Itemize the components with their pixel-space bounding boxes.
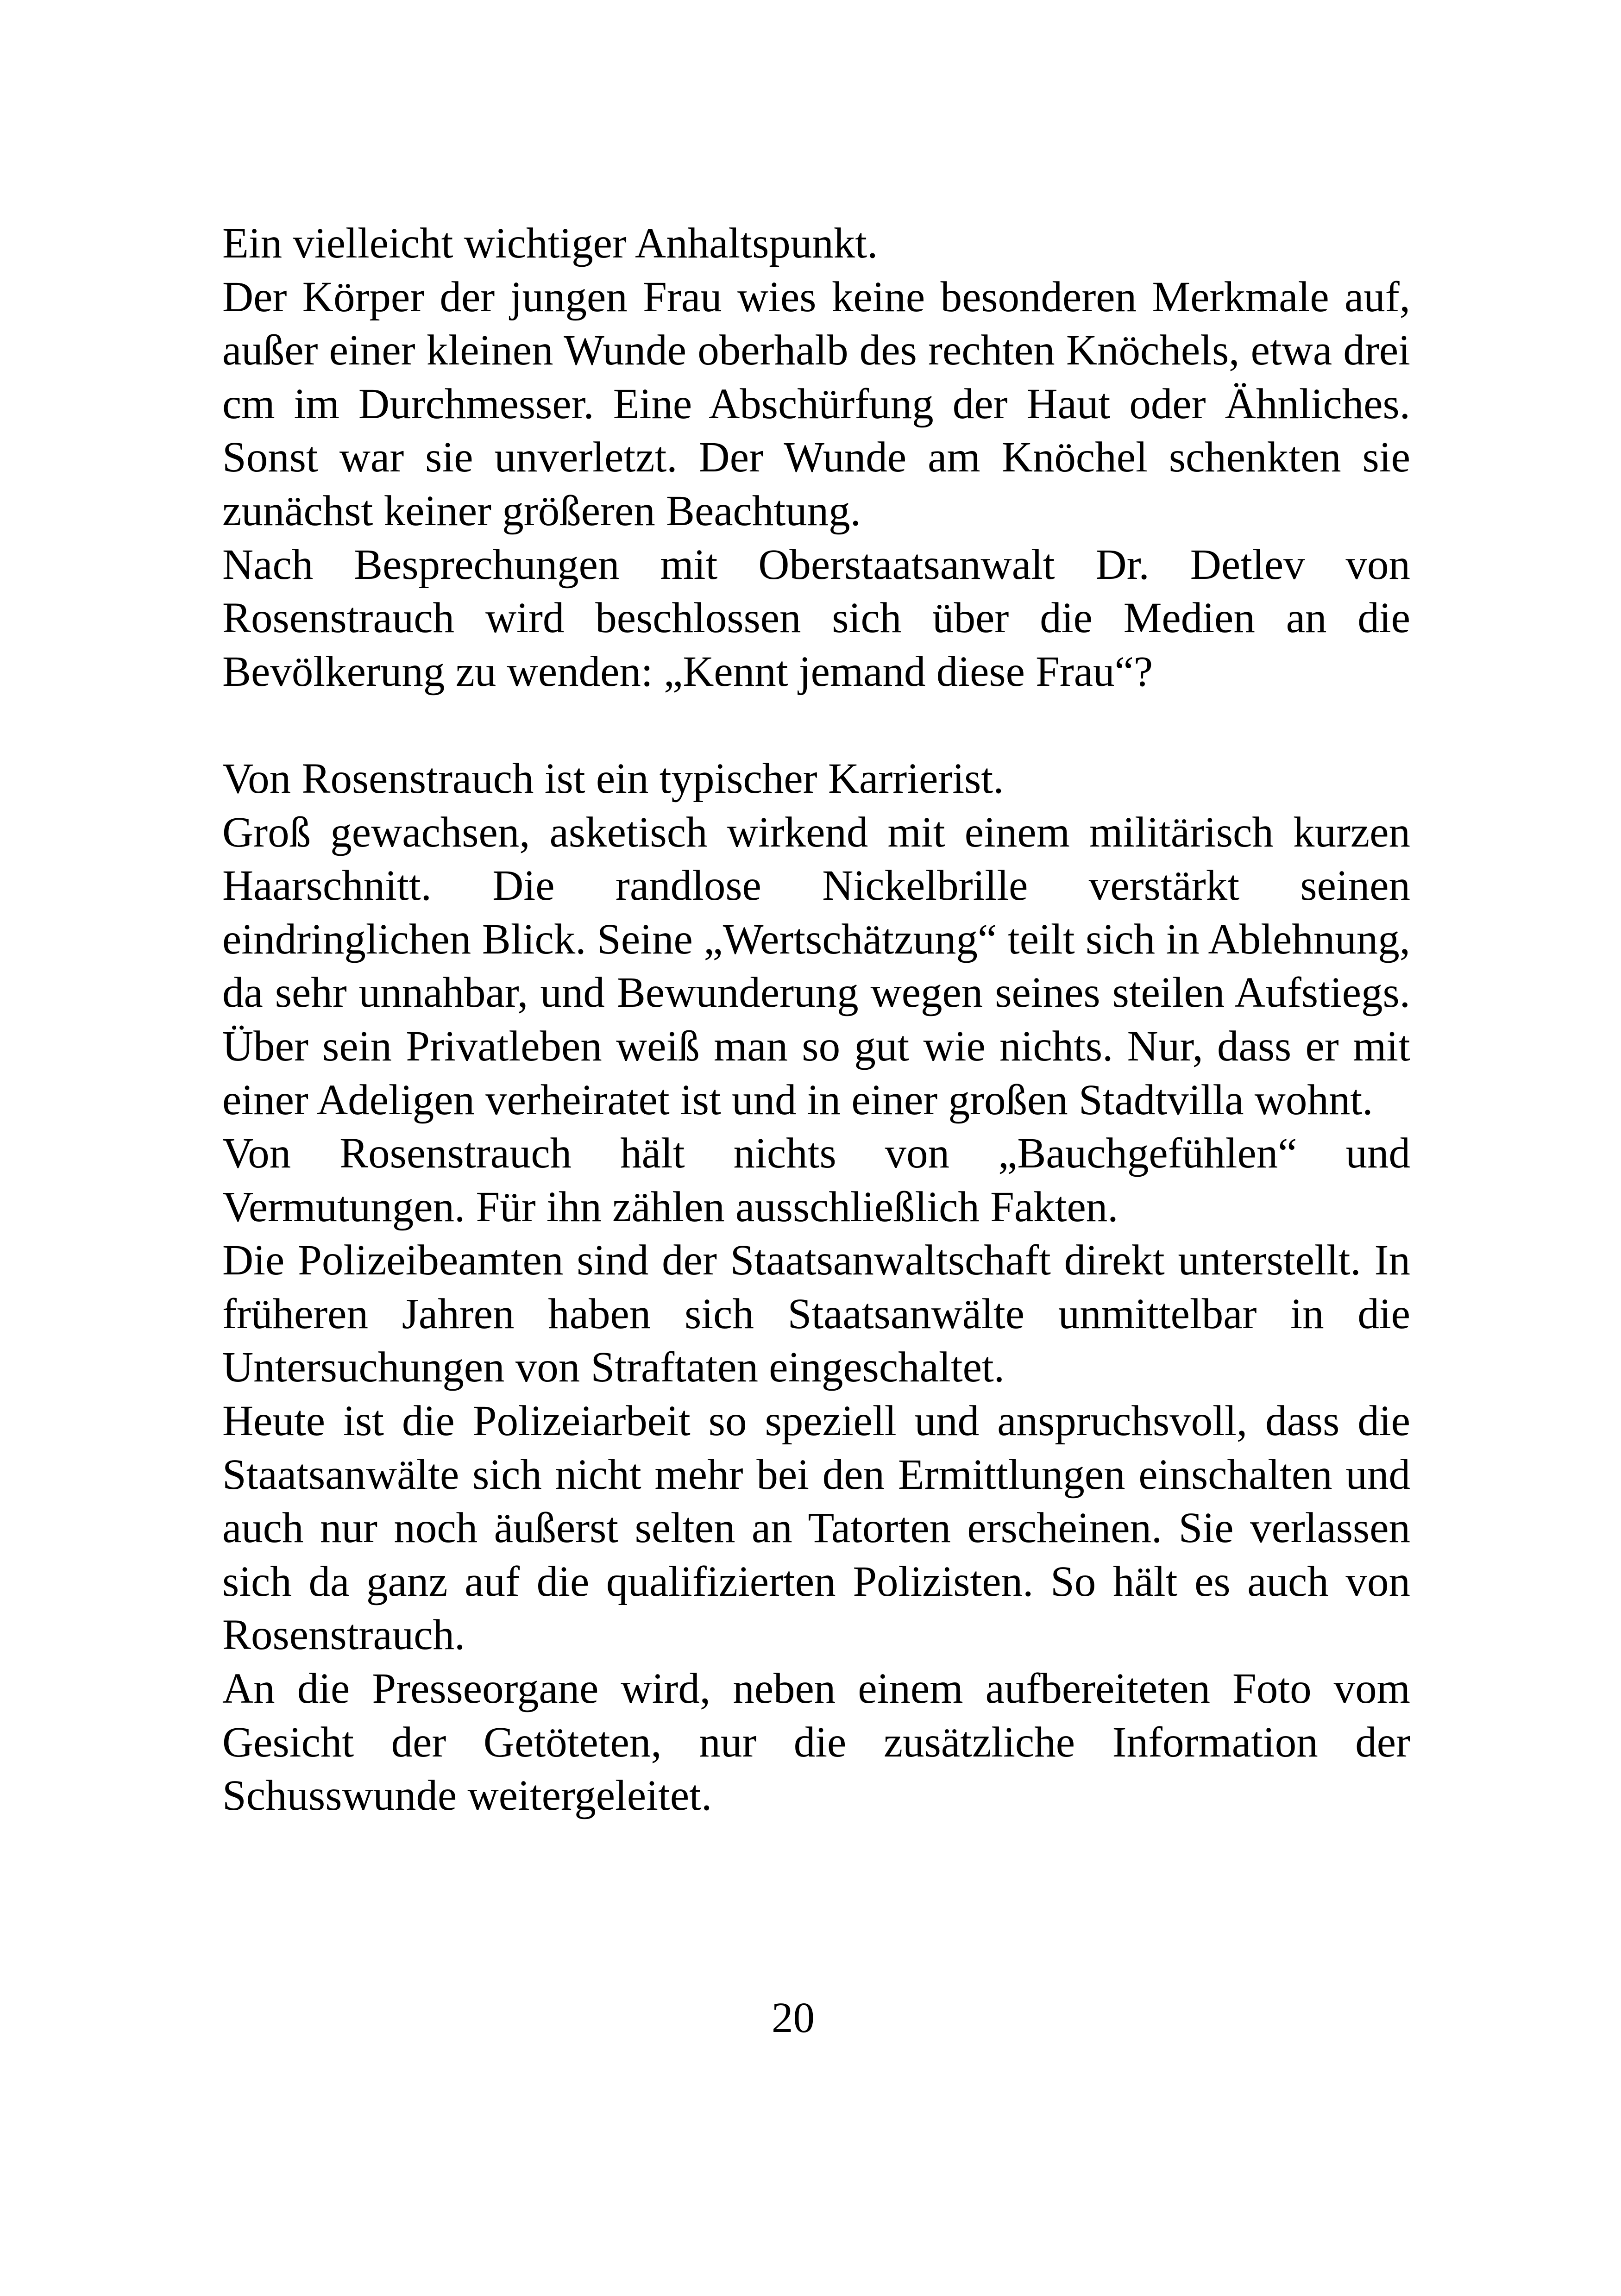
paragraph-karrierist: Von Rosenstrauch ist ein typischer Karrierist. xyxy=(222,754,1004,803)
paragraph-polizeibeamte: Die Polizeibeamten sind der Staatsanwaltschaft direkt unterstellt. In früheren Jahren haben sich Staatsanwälte unmittelbar in die Untersuchungen von Straftaten eingeschaltet. xyxy=(222,1236,1410,1392)
paragraph-gap xyxy=(222,698,1410,752)
body-text xyxy=(222,217,1410,1823)
page-number: 20 xyxy=(772,1994,815,2042)
paragraph-presseorgane: An die Presseorgane wird, neben einem aufbereiteten Foto vom Gesicht der Getöteten, nur die zusätzliche Information der Schusswunde weitergeleitet. xyxy=(222,1665,1410,1820)
paragraph-anhaltspunkt: Ein vielleicht wichtiger Anhaltspunkt. xyxy=(222,220,878,267)
paragraph-fakten: Von Rosenstrauch hält nichts von „Bauchgefühlen“ und Vermutungen. Für ihn zählen ausschließlich Fakten. xyxy=(222,1129,1410,1231)
paragraph-polizeiarbeit: Heute ist die Polizeiarbeit so speziell und anspruchsvoll, dass die Staatsanwälte sich nicht mehr bei den Ermittlungen einschalten und auch nur noch äußerst selten an Tatorten erscheinen. Sie verlassen sich da ganz auf die qualifizierten Polizisten. So hält es auch von Rosenstrauch. xyxy=(222,1397,1410,1659)
paragraph-koerper-wunde: Der Körper der jungen Frau wies keine besonderen Merkmale auf, außer einer kleinen Wunde oberhalb des rechten Knöchels, etwa drei cm im Durchmesser. Eine Abschürfung der Haut oder Ähnliches. Sonst war sie unverletzt. Der Wunde am Knöchel schenkten sie zunächst keiner größeren Beachtung. xyxy=(222,273,1410,535)
paragraph-besprechungen: Nach Besprechungen mit Oberstaatsanwalt Dr. Detlev von Rosenstrauch wird beschlossen sich über die Medien an die Bevölkerung zu wenden: „Kennt jemand diese Frau“? xyxy=(222,540,1410,696)
paragraph-beschreibung: Groß gewachsen, asketisch wirkend mit einem militärisch kurzen Haarschnitt. Die randlose Nickelbrille verstärkt seinen eindringlichen Blick. Seine „Wertschätzung“ teilt sich in Ablehnung, da sehr unnahbar, und Bewunderung wegen seines steilen Aufstiegs. Über sein Privatleben weiß man so gut wie nichts. Nur, dass er mit einer Adeligen verheiratet ist und in einer großen Stadtvilla wohnt. xyxy=(222,808,1410,1124)
